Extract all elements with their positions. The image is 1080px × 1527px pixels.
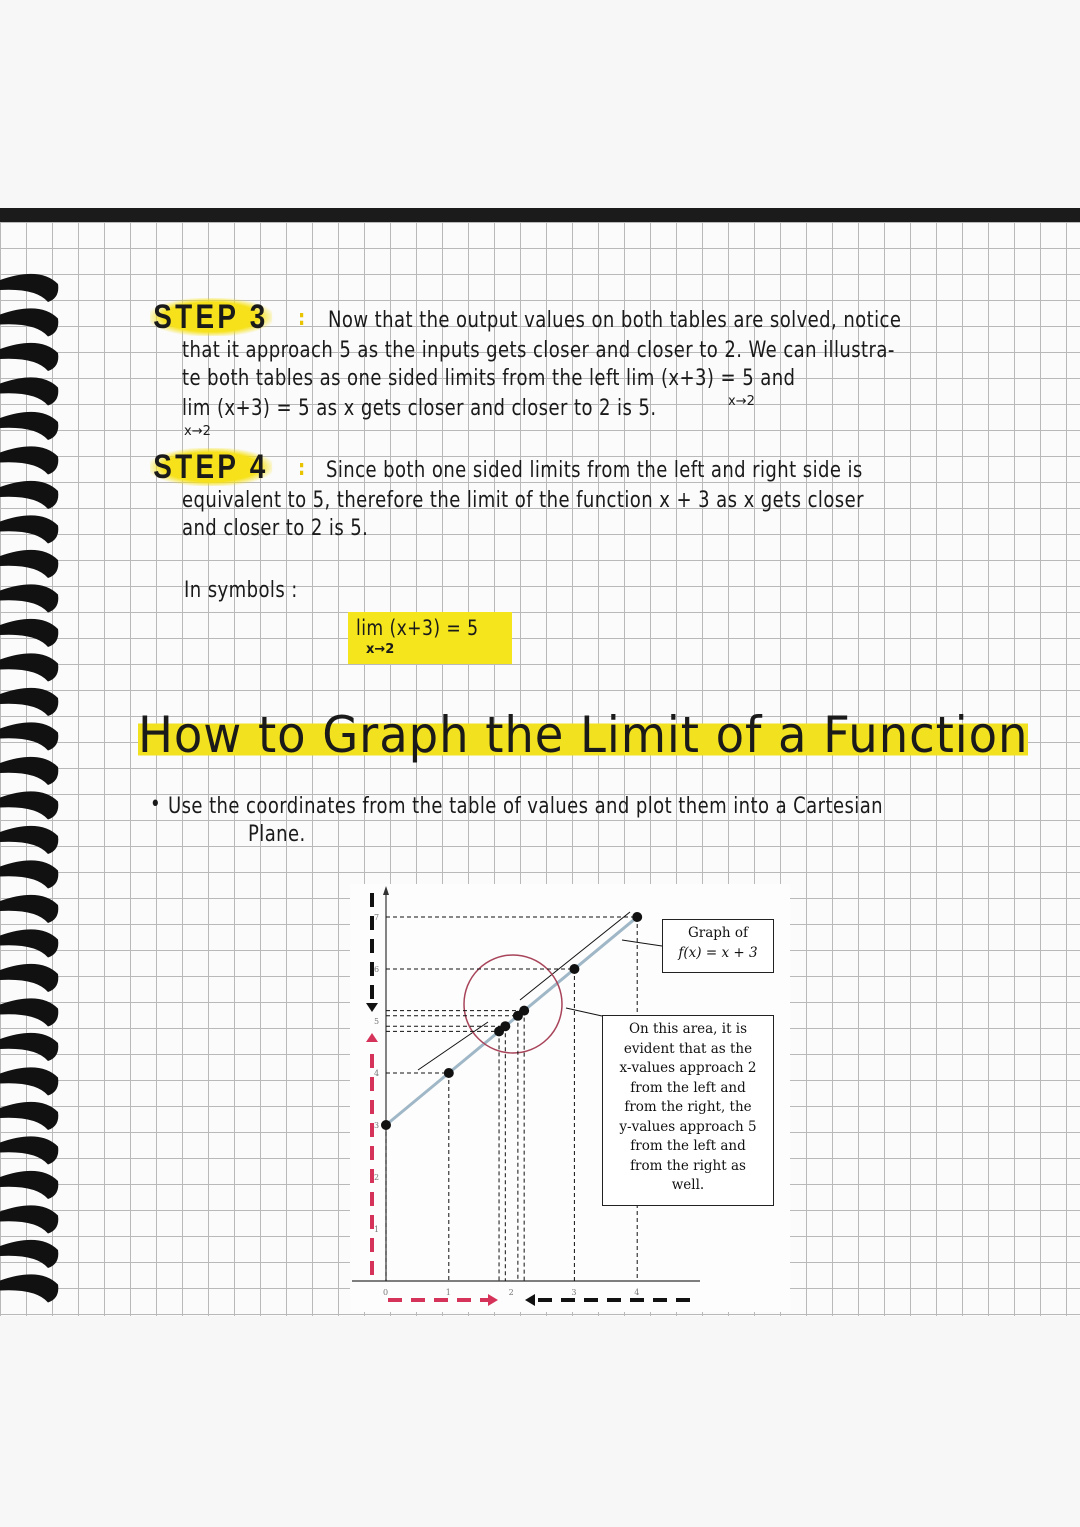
- x-tick-label: 1: [445, 1288, 451, 1297]
- area-note-line: from the right, the: [624, 1099, 752, 1115]
- step3-subscript-left: x→2: [184, 424, 211, 439]
- y-tick-label: 2: [374, 1173, 380, 1182]
- data-point: [381, 1120, 391, 1130]
- left-approach-arrow: [418, 1022, 488, 1070]
- symbols-expression: lim (x+3) = 5: [356, 616, 479, 640]
- x-tick-label: 2: [508, 1288, 514, 1297]
- area-note-line: from the left and: [630, 1138, 746, 1154]
- y-tick-label: 1: [374, 1225, 380, 1234]
- area-note-line: evident that as the: [623, 1040, 753, 1057]
- symbols-label: In symbols :: [184, 578, 298, 603]
- step3-line-1: Now that the output values on both tables are solved, notice: [328, 308, 902, 333]
- step4-line-1: Since both one sided limits from the left and right side is: [326, 458, 863, 483]
- x-tick-label: 0: [383, 1288, 389, 1297]
- y-tick-label: 4: [374, 1069, 380, 1078]
- y-tick-label: 5: [374, 1017, 380, 1026]
- bullet-line-2: Plane.: [248, 822, 306, 847]
- step4-colon: :: [298, 456, 306, 481]
- graph-label-pointer: [622, 940, 662, 946]
- right-approach-arrow: [520, 912, 630, 1000]
- graph-label-line-1: Graph of: [687, 925, 749, 941]
- step3-colon: :: [298, 306, 306, 331]
- area-note-line: from the left and: [630, 1079, 746, 1096]
- right-arrow-icon: [488, 1294, 498, 1306]
- data-point: [632, 912, 642, 922]
- area-note-line: well.: [671, 1177, 705, 1193]
- bullet-dot-icon: •: [150, 792, 162, 817]
- y-axis-arrow-icon: [383, 886, 389, 895]
- left-arrow-icon: [525, 1294, 535, 1306]
- up-arrow-icon: [366, 1033, 378, 1042]
- x-tick-label: 3: [571, 1288, 577, 1297]
- step4-label-text: STEP 4: [150, 448, 272, 486]
- data-point: [500, 1021, 510, 1031]
- step3-line-2: that it approach 5 as the inputs gets closer and closer to 2. We can illustra-: [182, 338, 895, 363]
- step3-label-text: STEP 3: [150, 298, 272, 336]
- symbols-subscript: x→2: [366, 642, 395, 657]
- section-title-text: How to Graph the Limit of a Function: [138, 706, 1029, 764]
- y-tick-label: 7: [374, 913, 380, 922]
- bullet-line-1: Use the coordinates from the table of values and plot them into a Cartesian: [168, 794, 884, 819]
- area-note-pointer: [566, 1008, 602, 1016]
- area-note-line: x-values approach 2: [619, 1060, 757, 1076]
- step4-line-3: and closer to 2 is 5.: [182, 516, 369, 541]
- step3-subscript-right: x→2: [728, 394, 755, 409]
- graph-label-line-2: f(x) = x + 3: [678, 944, 758, 961]
- y-tick-label: 6: [374, 965, 380, 974]
- approach-circle: [464, 955, 562, 1053]
- data-point: [444, 1068, 454, 1078]
- step3-line-4: lim (x+3) = 5 as x gets closer and closer to 2 is 5.: [182, 396, 657, 421]
- area-note-box: [602, 1015, 774, 1206]
- y-tick-label: 3: [374, 1121, 380, 1130]
- function-line: [386, 917, 637, 1125]
- area-note-line: from the right as: [630, 1157, 746, 1174]
- step4-line-2: equivalent to 5, therefore the limit of the function x + 3 as x gets closer: [182, 488, 864, 513]
- data-point: [519, 1006, 529, 1016]
- data-point: [569, 964, 579, 974]
- down-arrow-icon: [366, 1003, 378, 1012]
- area-note-line: On this area, it is: [628, 1021, 748, 1037]
- x-tick-label: 4: [634, 1288, 640, 1297]
- step3-line-3: te both tables as one sided limits from the left lim (x+3) = 5 and: [182, 366, 796, 391]
- area-note-line: y-values approach 5: [619, 1118, 757, 1135]
- graph-label-box: [662, 919, 774, 973]
